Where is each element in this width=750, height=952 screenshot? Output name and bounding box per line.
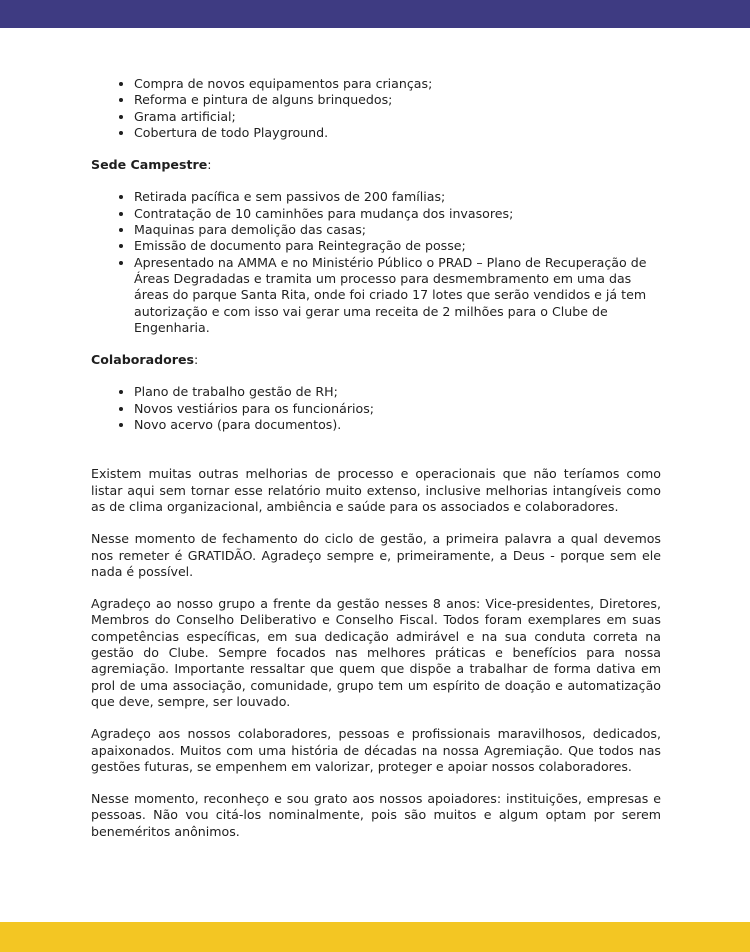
section-heading-sede-campestre	[91, 157, 661, 173]
list-item: • Apresentado na AMMA e no Ministério Público o PRAD – Plano de Recuperação de Áreas Degradadas e tramita um processo para desmembramento em uma das áreas do parque Santa Rita, onde foi criado 17 lotes que serão vendidos e já tem autorização e com isso vai gerar uma receita de 2 milhões para o Clube de Engenharia.	[134, 255, 661, 336]
header-band	[0, 0, 750, 28]
heading-text: Sede Campestre	[91, 157, 208, 173]
paragraph: Agradeço ao nosso grupo a frente da gestão nesses 8 anos: Vice-presidentes, Diretores, Membros do Conselho Deliberativo e Conselho Fiscal. Todos foram exemplares em suas competências específicas, em sua dedicação admirável e na sua conduta correta na gestão do Clube. Sempre focados nas melhores práticas e benefícios para nossa agremiação. Importante ressaltar que quem que dispõe a trabalhar de forma dativa em prol de uma associação, comunidade, grupo tem um espírito de doação e automatização que deve, sempre, ser louvado.	[91, 596, 661, 709]
list-item: • Novo acervo (para documentos).	[134, 417, 661, 433]
list-item: • Cobertura de todo Playground.	[134, 125, 661, 141]
paragraph: Agradeço aos nossos colaboradores, pessoas e profissionais maravilhosos, dedicados, apaixonados. Muitos com uma história de décadas na nossa Agremiação. Que todos nas gestões futuras, se empenhem em valorizar, proteger e apoiar nossos colaboradores.	[91, 726, 661, 774]
list-item: • Grama artificial;	[134, 109, 661, 125]
list-item: • Retirada pacífica e sem passivos de 200 famílias;	[134, 189, 661, 205]
section-heading-colaboradores	[91, 352, 661, 368]
list-item: • Maquinas para demolição das casas;	[134, 222, 661, 238]
list-item: • Reforma e pintura de alguns brinquedos;	[134, 92, 661, 108]
heading-colon: :	[194, 352, 199, 368]
list-item: • Novos vestiários para os funcionários;	[134, 401, 661, 417]
heading-text: Colaboradores	[91, 352, 195, 368]
colaboradores-list	[91, 384, 661, 433]
list-item: • Contratação de 10 caminhões para mudança dos invasores;	[134, 206, 661, 222]
sede-campestre-list	[91, 189, 661, 336]
paragraph: Existem muitas outras melhorias de processo e operacionais que não teríamos como listar aqui sem tornar esse relatório muito extenso, inclusive melhorias intangíveis como as de clima organizacional, ambiência e saúde para os associados e colaboradores.	[91, 466, 661, 514]
list-item: • Plano de trabalho gestão de RH;	[134, 384, 661, 400]
heading-colon: :	[207, 157, 212, 173]
paragraph: Nesse momento de fechamento do ciclo de gestão, a primeira palavra a qual devemos nos remeter é GRATIDÃO. Agradeço sempre e, primeiramente, a Deus - porque sem ele nada é possível.	[91, 531, 661, 579]
playground-list	[91, 76, 661, 141]
document-body	[91, 76, 661, 840]
footer-band	[0, 922, 750, 952]
paragraph: Nesse momento, reconheço e sou grato aos nossos apoiadores: instituições, empresas e pessoas. Não vou citá-los nominalmente, pois são muitos e algum optam por serem beneméritos anônimos.	[91, 791, 661, 839]
list-item: • Emissão de documento para Reintegração de posse;	[134, 238, 661, 254]
list-item: • Compra de novos equipamentos para crianças;	[134, 76, 661, 92]
